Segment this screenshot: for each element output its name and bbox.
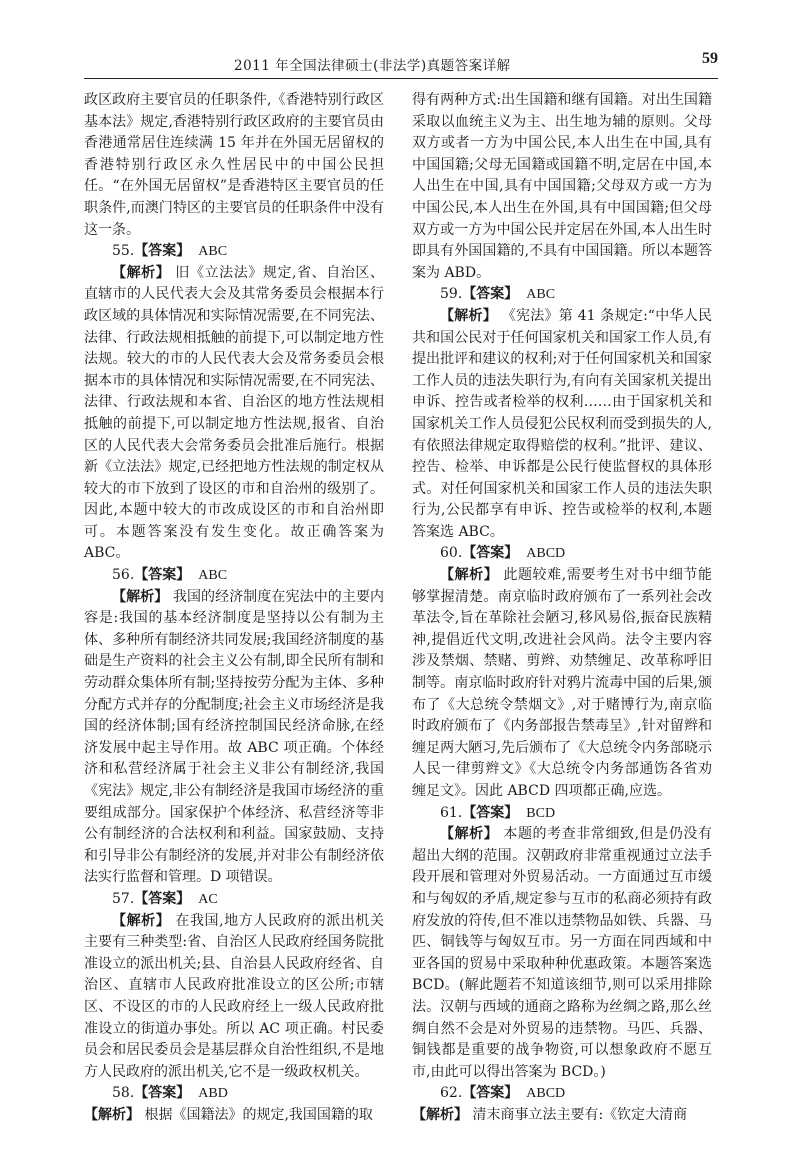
answer-label: 【答案】: [462, 545, 519, 562]
explanation-text: 《宪法》第 41 条规定:“中华人民共和国公民对于任何国家机关和国家工作人员,有提出批评和建议的权利;对于任何国家机关和国家工作人员的违法失职行为,有向有关国家机关提出申诉、控告或者检举的权利……由于国家机关和国家机关工作人员侵犯公民权利而受到损失的人,有依照法律规定取得赔偿的权利。”批评、建议、控告、检举、申诉都是公民行使监督权的具体形式。对任何国家机关和国家工作人员的违法失职行为,公民都享有申诉、控告或检举的权利,本题答案选 ABC。: [412, 307, 713, 540]
answer-value: ABCD: [526, 1086, 566, 1102]
explanation-label: 【解析】: [112, 588, 169, 605]
header-title: 2011 年全国法律硕士(非法学)真题答案详解: [234, 58, 511, 74]
explanation: [412, 565, 712, 803]
explanation: [412, 824, 712, 1083]
explanation-label: 【解析】: [412, 1106, 468, 1123]
question-number: 57.: [112, 890, 135, 907]
answer-line: [84, 565, 384, 587]
answer-label: 【答案】: [462, 804, 519, 821]
question-number: 61.: [440, 804, 463, 821]
answer-label: 【答案】: [462, 286, 519, 303]
right-column: [412, 90, 712, 1127]
left-column: [84, 90, 384, 1127]
page-number: 59: [702, 50, 718, 67]
answer-label: 【答案】: [134, 890, 191, 907]
explanation-text: 我国的经济制度在宪法中的主要内容是:我国的基本经济制度是坚持以公有制为主体、多种所有制经济共同发展;我国经济制度的基础是生产资料的社会主义公有制,即全民所有制和劳动群众集体所有制;坚持按劳分配为主体、多种分配方式并存的分配制度;社会主义市场经济是我国的经济体制;国有经济控制国民经济命脉,在经济发展中起主导作用。故 ABC 项正确。个体经济和私营经济属于社会主义非公有制经济,我国《宪法》规定,非公有制经济是我国市场经济的重要组成部分。国家保护个体经济、私营经济等非公有制经济的合法权利和利益。国家鼓励、支持和引导非公有制经济的发展,并对非公有制经济依法实行监督和管理。D 项错误。: [84, 588, 385, 886]
answer-label: 【答案】: [462, 1085, 519, 1102]
question-number: 59.: [440, 286, 463, 303]
explanation-text: 此题较难,需要考生对书中细节能够掌握清楚。南京临时政府颁布了一系列社会改革法令,旨在革除社会陋习,移风易俗,振奋民族精神,提倡近代文明,改进社会风尚。法令主要内容涉及禁烟、禁赌、剪辫、劝禁缠足、改革称呼旧制等。南京临时政府针对鸦片流毒中国的后果,颁布了《大总统令禁烟文》,对于赌博行为,南京临时政府颁布了《内务部报告禁毒呈》,针对留辫和缠足两大陋习,先后颁布了《大总统令内务部晓示人民一律剪辫文》《大总统令内务部通饬各省劝缠足文》。因此 ABCD 四项都正确,应选。: [412, 567, 713, 799]
answer-label: 【答案】: [134, 1085, 191, 1102]
explanation-text: 根据《国籍法》的规定,我国国籍的取: [144, 1106, 373, 1123]
explanation-label: 【解析】: [112, 912, 171, 929]
paragraph: 得有两种方式:出生国籍和继有国籍。对出生国籍采取以血统主义为主、出生地为辅的原则。父母双方或者一方为中国公民,本人出生在中国,具有中国国籍;父母无国籍或国籍不明,定居在中国,本人出生在中国,具有中国国籍;父母双方或一方为中国公民,本人出生在外国,具有中国国籍;但父母双方或一方为中国公民并定居在外国,本人出生时即具有外国国籍的,不具有中国国籍。所以本题答案为 ABD。: [412, 92, 712, 281]
question-number: 58.: [112, 1085, 135, 1102]
explanation-label: 【解析】: [440, 567, 499, 584]
answer-line: [412, 1083, 712, 1105]
answer-line: [412, 284, 712, 306]
answer-value: ABD: [198, 1086, 228, 1102]
paragraph: 政区政府主要官员的任职条件,《香港特别行政区基本法》规定,香港特别行政区政府的主要官员由香港通常居住连续满 15 年并在外国无居留权的香港特别行政区永久性居民中的中国公民担任。“在外国无居留权”是香港特区主要官员的任职条件,而澳门特区的主要官员的任职条件中没有这一条。: [84, 92, 384, 238]
explanation-label: 【解析】: [440, 307, 498, 324]
question-number: 55.: [112, 243, 135, 260]
answer-label: 【答案】: [134, 567, 191, 584]
answer-value: ABC: [198, 568, 228, 584]
running-header: [84, 48, 718, 79]
explanation: [84, 587, 384, 889]
explanation: [412, 1105, 712, 1127]
answer-line: [84, 241, 384, 263]
question-number: 62.: [440, 1085, 463, 1102]
explanation-label: 【解析】: [84, 1106, 140, 1123]
answer-value: BCD: [526, 805, 556, 821]
explanation-text: 本题的考查非常细致,但是仍没有超出大纲的范围。汉朝政府非常重视通过立法手段开展和管理对外贸易活动。一方面通过互市缓和与匈奴的矛盾,规定参与互市的私商必须持有政府发放的符传,但不准以违禁物品如铁、兵器、马匹、铜钱等与匈奴互市。另一方面在同西域和中亚各国的贸易中采取种种优惠政策。本题答案选 BCD。(解此题若不知道该细节,则可以采用排除法。汉朝与西域的通商之路称为丝绸之路,那么丝绸自然不会是对外贸易的违禁物。马匹、兵器、铜钱都是重要的战争物资,可以想象政府不愿互市,由此可以得出答案为 BCD。): [412, 826, 713, 1080]
explanation-text: 在我国,地方人民政府的派出机关主要有三种类型:省、自治区人民政府经国务院批准设立的派出机关;县、自治县人民政府经省、自治区、直辖市人民政府批准设立的区公所;市辖区、不设区的市的人民政府经上一级人民政府批准设立的街道办事处。所以 AC 项正确。村民委员会和居民委员会是基层群众自治性组织,不是地方人民政府的派出机关,它不是一级政权机关。: [84, 912, 385, 1080]
answer-value: ABC: [526, 287, 556, 303]
answer-value: ABCD: [526, 546, 566, 562]
answer-line: [84, 889, 384, 911]
explanation: [84, 263, 384, 565]
answer-value: AC: [198, 891, 218, 907]
explanation-text: 清末商事立法主要有:《钦定大清商: [472, 1106, 688, 1123]
explanation-label: 【解析】: [112, 264, 171, 281]
explanation: [84, 911, 384, 1084]
question-number: 56.: [112, 567, 135, 584]
explanation-text: 旧《立法法》规定,省、自治区、直辖市的人民代表大会及其常务委员会根据本行政区域的具体情况和实际情况需要,在不同宪法、法律、行政法规相抵触的前提下,可以制定地方性法规。较大的市的人民代表大会及常务委员会根据本市的具体情况和实际情况需要,在不同宪法、法律、行政法规和本省、自治区的地方性法规相抵触的前提下,可以制定地方性法规,报省、自治区的人民代表大会常务委员会批准后施行。根据新《立法法》规定,已经把地方性法规的制定权从较大的市下放到了设区的市和自治州的级别了。因此,本题中较大的市改成设区的市和自治州即可。本题答案没有发生变化。故正确答案为 ABC。: [84, 264, 385, 562]
explanation: [412, 306, 712, 544]
answer-line: [412, 543, 712, 565]
answer-value: ABC: [198, 244, 228, 260]
answer-label: 【答案】: [134, 243, 191, 260]
answer-line: [412, 803, 712, 825]
answer-line: [84, 1083, 384, 1105]
explanation-label: 【解析】: [440, 826, 499, 843]
question-number: 60.: [440, 545, 463, 562]
explanation: [84, 1105, 384, 1127]
